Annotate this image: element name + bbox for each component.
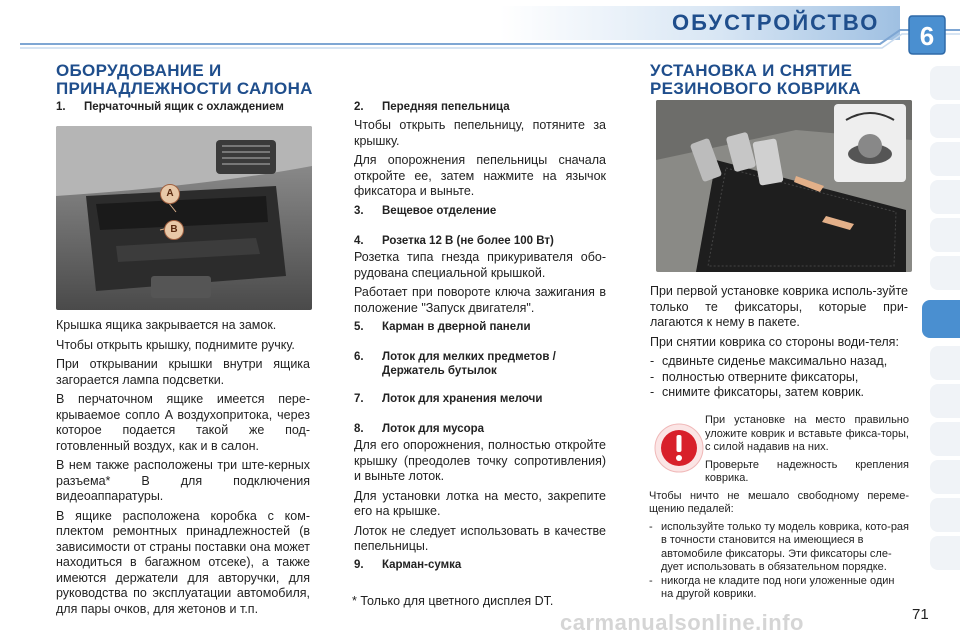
item-title: Держатель бутылок <box>382 365 497 377</box>
item-title: Передняя пепельница <box>382 101 510 113</box>
item-number: 2. <box>354 101 364 113</box>
paragraph: Для его опорожнения, полностью откройте крышку (преодолев точку сопротивления) и выньте лоток. <box>354 438 606 483</box>
paragraph: При открывании крышки внутри ящика загорается лампа подсветки. <box>56 357 310 387</box>
paragraph: В ящике расположена коробка с ком-плектом ремонтных принадлежностей (в зависимости от страны поставки она может находиться в багажном отсеке), а также имеются держатели для авторучки, для руководства по эксплуатации автомобиля, для пары очков, для жетонов и т.п. <box>56 508 311 616</box>
item-heading-storage <box>354 204 496 218</box>
watermark: carmanualsonline.info <box>560 610 804 635</box>
item-title: Карман в дверной панели <box>382 321 531 333</box>
chapter-tab[interactable] <box>930 498 960 532</box>
list-item: - полностью отверните фиксаторы, <box>650 369 859 384</box>
item-number: 3. <box>354 205 364 217</box>
item-title: Лоток для мусора <box>382 423 485 435</box>
item-heading-ashtray <box>354 100 510 114</box>
item-title: Перчаточный ящик с охлаждением <box>84 101 284 113</box>
item-number: 6. <box>354 351 364 363</box>
paragraph: Чтобы открыть пепельницу, потяните за крышку. <box>354 118 606 148</box>
section-heading-line: ПРИНАДЛЕЖНОСТИ САЛОНА <box>56 79 313 98</box>
chapter-tab-active[interactable] <box>922 300 960 338</box>
item-heading-bin <box>354 422 484 436</box>
item-heading-socket <box>354 234 554 248</box>
paragraph: В нем также расположены три ште-керных разъема* B для подключения видеоаппаратуры. <box>56 458 310 503</box>
warning-icon <box>653 422 705 474</box>
item-number: 4. <box>354 235 364 247</box>
floor-mat-photo <box>656 100 912 272</box>
paragraph: Для опорожнения пепельницы сначала откройте ее, затем нажмите на язычок фиксатора и выньте. <box>354 153 606 198</box>
page-number: 71 <box>912 606 929 623</box>
paragraph: Крышка ящика закрывается на замок. <box>56 318 277 332</box>
paragraph: При установке на место правильно уложите коврик и вставьте фикса-торы, с силой надавив на них. <box>705 414 909 453</box>
header-bar <box>0 0 960 56</box>
list-item-text: полностью отверните фиксаторы, <box>662 369 859 384</box>
warning-box <box>649 414 909 608</box>
section-heading-mat <box>650 62 861 98</box>
glovebox-illustration <box>56 126 312 310</box>
item-title: Вещевое отделение <box>382 205 497 217</box>
paragraph: Чтобы открыть крышку, поднимите ручку. <box>56 337 295 352</box>
section-heading-line: УСТАНОВКА И СНЯТИЕ <box>650 61 853 80</box>
paragraph: В перчаточном ящике имеется пере-крываемое сопло A воздухопритока, через которое подается такой же под-готовленный воздух, как и в салон. <box>56 392 310 453</box>
callout-a: A <box>160 184 180 204</box>
glovebox-text <box>56 318 310 621</box>
list-item: - сдвиньте сиденье максимально назад, <box>650 354 888 368</box>
list-item: - используйте только ту модель коврика, кото-рая в точности становится на имеющиеся в автомобиле фиксаторы. Эти фиксаторы сле-дует использовать в обязательном порядке. <box>649 520 910 573</box>
list-item-text: используйте только ту модель коврика, кото-рая в точности становится на имеющиеся в автомобиле фиксаторы. Эти фиксаторы сле-дует использовать в обязательном порядке. <box>661 520 910 573</box>
bin-text <box>354 438 606 559</box>
item-heading-bag-pocket <box>354 558 461 572</box>
paragraph: При снятии коврика со стороны води-теля: <box>650 334 899 349</box>
chapter-title: ОБУСТРОЙСТВО <box>672 10 880 35</box>
chapter-tab[interactable] <box>930 422 960 456</box>
list-item-text: снимите фиксаторы, затем коврик. <box>662 385 865 399</box>
item-title: Карман-сумка <box>382 559 462 571</box>
paragraph: Для установки лотка на место, закрепите его на крышке. <box>354 488 606 518</box>
paragraph: Розетка типа гнезда прикуривателя обо-рудована специальной крышкой. <box>354 250 606 280</box>
item-heading-tray-bottle <box>354 350 556 378</box>
item-number: 1. <box>56 101 66 113</box>
item-heading-small-tray <box>354 392 542 406</box>
chapter-tab[interactable] <box>930 180 960 214</box>
list-item-text: никогда не кладите под ноги уложенные один на другой коврики. <box>661 574 895 600</box>
mat-text <box>650 284 908 401</box>
chapter-badge <box>908 14 946 56</box>
item-title: Лоток для хранения мелочи <box>382 393 543 405</box>
paragraph: Проверьте надежность крепления коврика. <box>705 458 909 484</box>
chapter-tab[interactable] <box>930 218 960 252</box>
item-number: 8. <box>354 423 364 435</box>
item-number: 9. <box>354 559 364 571</box>
item-number: 5. <box>354 321 364 333</box>
chapter-tab[interactable] <box>930 346 960 380</box>
item-heading-glovebox <box>56 100 284 114</box>
glovebox-photo <box>56 126 312 310</box>
paragraph: Чтобы ничто не мешало свободному переме-щению педалей: <box>649 489 909 515</box>
warning-intro <box>705 414 909 486</box>
chapter-tab[interactable] <box>930 142 960 176</box>
paragraph: Лоток не следует использовать в качестве пепельницы. <box>354 523 606 553</box>
socket-text <box>354 250 606 320</box>
item-number: 7. <box>354 393 364 405</box>
list-item: - никогда не кладите под ноги уложенные один на другой коврики. <box>649 575 909 602</box>
ashtray-text <box>354 118 606 204</box>
chapter-tab[interactable] <box>930 66 960 100</box>
list-item: - снимите фиксаторы, затем коврик. <box>650 385 865 399</box>
paragraph: При первой установке коврика исполь-зуйте только те фиксаторы, которые при-лагаются к нему в пакете. <box>650 284 908 329</box>
chapter-tab[interactable] <box>930 460 960 494</box>
section-heading-line: РЕЗИНОВОГО КОВРИКА <box>650 79 861 98</box>
floor-mat-illustration <box>656 100 912 272</box>
section-heading-equipment <box>56 62 313 98</box>
section-heading-line: ОБОРУДОВАНИЕ И <box>56 61 222 80</box>
item-title: Розетка 12 В (не более 100 Вт) <box>382 235 554 247</box>
chapter-tab[interactable] <box>930 384 960 418</box>
footnote: * Только для цветного дисплея DT. <box>352 594 554 608</box>
callout-b: B <box>164 220 184 240</box>
chapter-tab[interactable] <box>930 104 960 138</box>
list-item-text: сдвиньте сиденье максимально назад, <box>662 354 888 368</box>
chapter-tab[interactable] <box>930 536 960 570</box>
chapter-number: 6 <box>919 21 935 51</box>
chapter-tab[interactable] <box>930 256 960 290</box>
paragraph: Работает при повороте ключа зажигания в положение "Запуск двигателя". <box>354 285 606 315</box>
item-title: Лоток для мелких предметов / <box>382 351 556 363</box>
item-heading-door-pocket <box>354 320 531 334</box>
